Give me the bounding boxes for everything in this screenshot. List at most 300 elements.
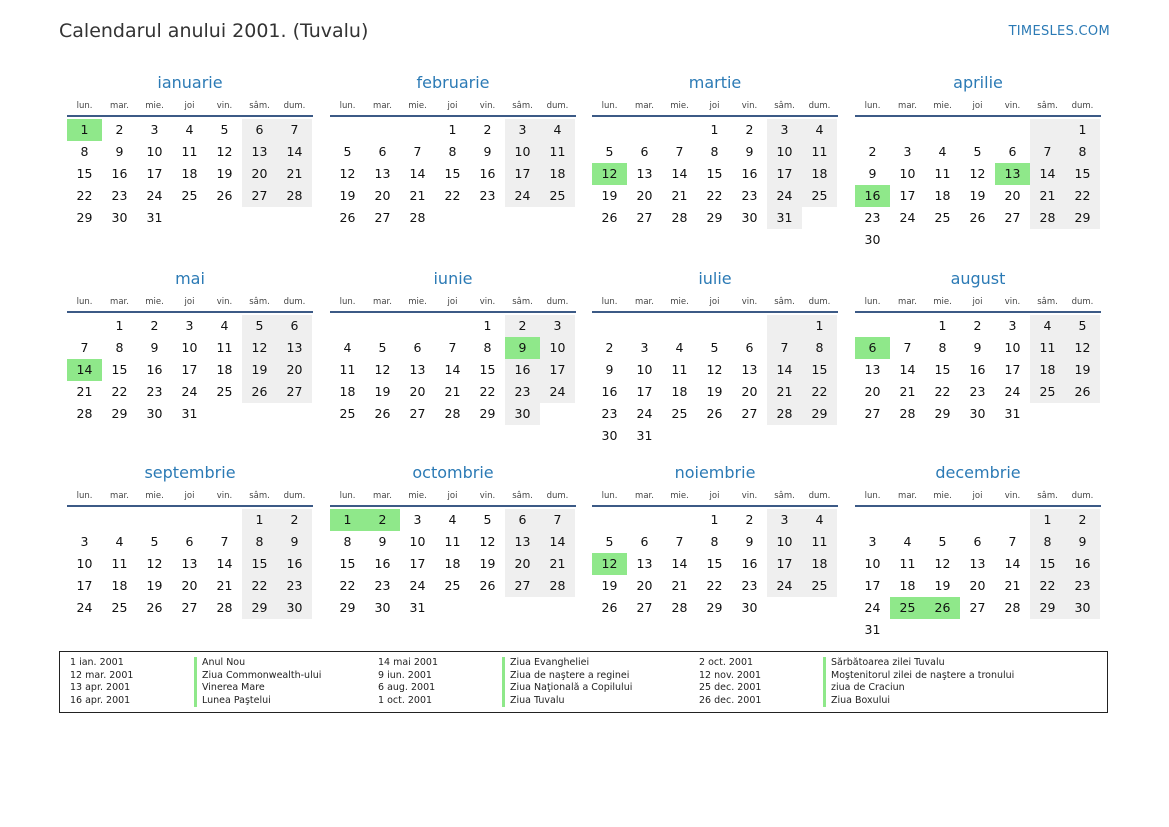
day-cell: 17	[864, 578, 881, 593]
holiday-day-cell: 1	[330, 509, 365, 531]
day-cell: 30	[111, 210, 128, 225]
weekday-header	[67, 296, 313, 313]
day-cell: 10	[636, 362, 653, 377]
day-cell: 7	[448, 340, 457, 355]
day-cell: 4	[903, 534, 912, 549]
day-grid	[855, 119, 1101, 251]
holiday-date: 1 oct. 2001	[378, 694, 433, 706]
weekday-label: vin.	[741, 297, 758, 307]
day-cell: 10	[540, 337, 575, 359]
weekday-label: mar.	[635, 101, 654, 111]
weekday-label: mie.	[145, 101, 164, 111]
site-link[interactable]: TIMESLES.COM	[1008, 24, 1110, 39]
day-cell: 12	[706, 362, 723, 377]
day-cell: 7	[277, 119, 312, 141]
day-cell: 29	[479, 406, 496, 421]
day-cell: 21	[671, 188, 688, 203]
day-cell: 21	[409, 188, 426, 203]
month-octombrie	[330, 462, 576, 619]
day-cell-empty	[592, 315, 627, 337]
day-cell: 21	[540, 553, 575, 575]
weekday-label: sâm.	[249, 491, 270, 501]
day-cell-empty	[435, 315, 470, 337]
day-cell: 14	[540, 531, 575, 553]
weekday-label: mar.	[373, 297, 392, 307]
day-cell: 17	[409, 556, 426, 571]
day-cell: 31	[636, 428, 653, 443]
holiday-row	[378, 682, 632, 695]
day-cell: 23	[111, 188, 128, 203]
day-cell: 12	[216, 144, 233, 159]
day-cell: 6	[505, 509, 540, 531]
day-cell: 2	[505, 315, 540, 337]
day-cell: 28	[1004, 600, 1021, 615]
day-cell: 13	[277, 337, 312, 359]
day-cell: 5	[378, 340, 387, 355]
day-cell: 5	[605, 144, 614, 159]
holiday-row	[699, 695, 1014, 708]
holiday-column	[378, 657, 632, 707]
day-cell: 13	[969, 556, 986, 571]
day-cell: 29	[934, 406, 951, 421]
holiday-row	[70, 657, 321, 670]
day-cell: 8	[483, 340, 492, 355]
day-cell: 2	[973, 318, 982, 333]
weekday-label: dum.	[808, 297, 831, 307]
day-cell: 20	[242, 163, 277, 185]
day-cell: 28	[899, 406, 916, 421]
day-cell: 17	[767, 163, 802, 185]
month-iunie	[330, 268, 576, 425]
day-cell: 26	[216, 188, 233, 203]
weekday-label: mie.	[933, 491, 952, 501]
day-cell: 19	[1065, 359, 1100, 381]
day-cell: 25	[339, 406, 356, 421]
day-cell: 3	[640, 340, 649, 355]
day-cell: 7	[540, 509, 575, 531]
day-cell: 31	[146, 210, 163, 225]
day-cell: 9	[868, 166, 877, 181]
day-cell: 18	[181, 166, 198, 181]
day-grid	[67, 315, 313, 425]
day-cell: 26	[1065, 381, 1100, 403]
day-cell: 9	[277, 531, 312, 553]
day-cell-empty	[137, 509, 172, 531]
day-cell-empty	[697, 315, 732, 337]
day-cell: 8	[242, 531, 277, 553]
day-cell: 10	[864, 556, 881, 571]
day-cell: 11	[216, 340, 233, 355]
day-cell: 10	[899, 166, 916, 181]
day-cell: 22	[76, 188, 93, 203]
holiday-date: 26 dec. 2001	[699, 694, 762, 706]
day-cell: 31	[864, 622, 881, 637]
weekday-label: lun.	[601, 297, 618, 307]
holiday-name: Vinerea Mare	[194, 682, 265, 695]
day-cell: 25	[934, 210, 951, 225]
day-cell: 2	[1065, 509, 1100, 531]
day-cell: 19	[601, 578, 618, 593]
holiday-day-cell: 6	[855, 337, 890, 359]
day-cell-empty	[855, 119, 890, 141]
day-cell: 25	[671, 406, 688, 421]
weekday-label: mar.	[898, 491, 917, 501]
holiday-date: 16 apr. 2001	[70, 694, 131, 706]
day-cell: 27	[374, 210, 391, 225]
day-cell-empty	[67, 315, 102, 337]
day-cell: 3	[868, 534, 877, 549]
weekday-label: vin.	[1004, 491, 1021, 501]
day-cell: 21	[1004, 578, 1021, 593]
day-cell: 9	[483, 144, 492, 159]
day-cell-empty	[732, 315, 767, 337]
weekday-header	[330, 490, 576, 507]
day-cell: 8	[710, 534, 719, 549]
holiday-list	[59, 651, 1108, 713]
day-cell: 17	[636, 384, 653, 399]
holiday-row	[70, 682, 321, 695]
day-cell: 8	[80, 144, 89, 159]
day-cell-empty	[627, 315, 662, 337]
day-cell-empty	[662, 509, 697, 531]
month-name: aprilie	[953, 73, 1003, 92]
day-cell-empty	[995, 509, 1030, 531]
day-cell-empty	[662, 119, 697, 141]
weekday-label: joi	[709, 101, 720, 111]
weekday-label: mie.	[145, 297, 164, 307]
day-cell: 19	[339, 188, 356, 203]
day-cell: 9	[973, 340, 982, 355]
day-cell: 7	[1030, 141, 1065, 163]
weekday-label: joi	[184, 491, 195, 501]
day-cell: 15	[1030, 553, 1065, 575]
weekday-label: lun.	[76, 297, 93, 307]
holiday-day-cell: 13	[995, 163, 1030, 185]
weekday-header	[592, 490, 838, 507]
weekday-label: dum.	[546, 491, 569, 501]
day-cell: 9	[378, 534, 387, 549]
weekday-label: sâm.	[1037, 297, 1058, 307]
day-cell: 15	[802, 359, 837, 381]
day-cell: 6	[973, 534, 982, 549]
month-name: decembrie	[935, 463, 1021, 482]
weekday-header	[592, 296, 838, 313]
day-cell: 10	[146, 144, 163, 159]
day-cell: 23	[374, 578, 391, 593]
day-cell: 20	[409, 384, 426, 399]
day-cell: 21	[277, 163, 312, 185]
day-cell: 12	[1065, 337, 1100, 359]
day-cell: 5	[710, 340, 719, 355]
day-cell: 30	[741, 210, 758, 225]
day-cell: 30	[601, 428, 618, 443]
month-name: octombrie	[412, 463, 494, 482]
day-grid	[67, 119, 313, 229]
day-cell: 23	[741, 578, 758, 593]
day-cell: 18	[216, 362, 233, 377]
day-cell: 7	[767, 337, 802, 359]
day-cell: 28	[444, 406, 461, 421]
day-cell: 19	[934, 578, 951, 593]
day-cell: 3	[540, 315, 575, 337]
day-cell: 19	[146, 578, 163, 593]
holiday-name: ziua de Craciun	[823, 682, 905, 695]
weekday-label: mie.	[408, 297, 427, 307]
weekday-label: sâm.	[512, 101, 533, 111]
day-cell: 19	[601, 188, 618, 203]
day-cell: 29	[802, 403, 837, 425]
weekday-label: joi	[447, 297, 458, 307]
day-cell: 18	[671, 384, 688, 399]
day-cell: 10	[767, 141, 802, 163]
day-cell: 9	[745, 144, 754, 159]
day-cell: 27	[969, 600, 986, 615]
day-cell: 19	[374, 384, 391, 399]
day-cell: 23	[479, 188, 496, 203]
day-cell: 14	[1004, 556, 1021, 571]
day-cell: 7	[903, 340, 912, 355]
weekday-label: joi	[972, 297, 983, 307]
holiday-date: 14 mai 2001	[378, 657, 439, 668]
holiday-date: 12 nov. 2001	[699, 669, 762, 681]
day-cell: 9	[115, 144, 124, 159]
day-cell-empty	[662, 315, 697, 337]
day-cell-empty	[767, 315, 802, 337]
holiday-name: Ziua Tuvalu	[502, 695, 565, 708]
day-cell: 22	[706, 188, 723, 203]
day-grid	[330, 315, 576, 425]
weekday-label: mie.	[145, 491, 164, 501]
day-cell: 7	[80, 340, 89, 355]
holiday-date: 13 apr. 2001	[70, 682, 131, 694]
month-decembrie	[855, 462, 1101, 641]
day-cell: 7	[675, 144, 684, 159]
holiday-row	[699, 657, 1014, 670]
month-august	[855, 268, 1101, 425]
day-cell: 14	[216, 556, 233, 571]
day-cell: 10	[1004, 340, 1021, 355]
day-cell: 12	[934, 556, 951, 571]
day-cell: 9	[1065, 531, 1100, 553]
day-cell: 2	[483, 122, 492, 137]
day-cell: 6	[745, 340, 754, 355]
holiday-row	[699, 670, 1014, 683]
day-grid	[855, 315, 1101, 425]
day-cell: 13	[741, 362, 758, 377]
month-februarie	[330, 72, 576, 229]
day-cell: 22	[802, 381, 837, 403]
holiday-date: 6 aug. 2001	[378, 682, 436, 694]
day-cell: 27	[864, 406, 881, 421]
month-aprilie	[855, 72, 1101, 251]
weekday-header	[855, 100, 1101, 117]
weekday-label: vin.	[741, 491, 758, 501]
day-cell: 12	[479, 534, 496, 549]
weekday-label: dum.	[1071, 101, 1094, 111]
day-cell: 22	[1065, 185, 1100, 207]
day-cell: 24	[409, 578, 426, 593]
day-cell: 15	[706, 556, 723, 571]
month-mai	[67, 268, 313, 425]
day-cell: 15	[444, 166, 461, 181]
day-cell: 28	[409, 210, 426, 225]
day-cell: 30	[864, 232, 881, 247]
day-cell: 30	[741, 600, 758, 615]
day-cell: 26	[601, 210, 618, 225]
day-cell: 26	[601, 600, 618, 615]
weekday-label: dum.	[283, 297, 306, 307]
day-cell: 29	[111, 406, 128, 421]
day-cell: 13	[864, 362, 881, 377]
day-grid	[592, 315, 838, 447]
day-cell: 4	[185, 122, 194, 137]
day-cell: 2	[745, 122, 754, 137]
day-cell: 2	[277, 509, 312, 531]
holiday-day-cell: 1	[67, 119, 102, 141]
day-cell: 14	[409, 166, 426, 181]
day-cell: 26	[479, 578, 496, 593]
weekday-header	[855, 296, 1101, 313]
weekday-label: joi	[972, 491, 983, 501]
holiday-row	[378, 695, 632, 708]
month-name: iunie	[433, 269, 473, 288]
weekday-label: dum.	[808, 491, 831, 501]
day-cell: 22	[444, 188, 461, 203]
day-cell: 3	[903, 144, 912, 159]
day-cell: 1	[448, 122, 457, 137]
day-cell-empty	[627, 509, 662, 531]
weekday-label: dum.	[546, 297, 569, 307]
day-cell-empty	[960, 119, 995, 141]
day-cell: 3	[185, 318, 194, 333]
weekday-label: dum.	[283, 491, 306, 501]
day-cell: 17	[76, 578, 93, 593]
day-cell: 8	[448, 144, 457, 159]
holiday-date: 9 iun. 2001	[378, 669, 432, 681]
day-cell: 1	[242, 509, 277, 531]
day-cell: 28	[1030, 207, 1065, 229]
day-cell: 13	[409, 362, 426, 377]
holiday-day-cell: 12	[592, 163, 627, 185]
day-cell: 27	[741, 406, 758, 421]
day-cell: 4	[1030, 315, 1065, 337]
day-cell-empty	[855, 315, 890, 337]
day-cell: 7	[220, 534, 229, 549]
day-cell: 11	[671, 362, 688, 377]
day-cell: 16	[969, 362, 986, 377]
weekday-header	[330, 100, 576, 117]
weekday-label: sâm.	[774, 491, 795, 501]
day-cell: 21	[76, 384, 93, 399]
day-cell: 28	[671, 600, 688, 615]
day-cell: 2	[115, 122, 124, 137]
day-cell: 14	[1030, 163, 1065, 185]
day-cell: 16	[374, 556, 391, 571]
day-cell-empty	[592, 119, 627, 141]
day-cell: 22	[242, 575, 277, 597]
weekday-label: mie.	[670, 297, 689, 307]
day-cell: 21	[671, 578, 688, 593]
holiday-name: Anul Nou	[194, 657, 245, 670]
day-cell: 8	[115, 340, 124, 355]
day-cell: 16	[601, 384, 618, 399]
weekday-label: sâm.	[249, 101, 270, 111]
day-cell: 3	[1008, 318, 1017, 333]
day-cell-empty	[172, 509, 207, 531]
day-cell: 21	[767, 381, 802, 403]
holiday-date: 2 oct. 2001	[699, 657, 754, 668]
day-cell: 26	[969, 210, 986, 225]
weekday-label: vin.	[741, 101, 758, 111]
day-cell: 22	[339, 578, 356, 593]
day-cell: 30	[374, 600, 391, 615]
day-cell: 20	[1004, 188, 1021, 203]
month-name: noiembrie	[674, 463, 756, 482]
weekday-label: lun.	[864, 297, 881, 307]
day-cell: 14	[899, 362, 916, 377]
day-cell: 25	[540, 185, 575, 207]
day-cell: 6	[413, 340, 422, 355]
day-cell: 31	[181, 406, 198, 421]
day-cell: 26	[242, 381, 277, 403]
weekday-header	[67, 100, 313, 117]
day-cell: 22	[934, 384, 951, 399]
day-cell: 24	[864, 600, 881, 615]
day-cell: 15	[1065, 163, 1100, 185]
day-cell: 1	[802, 315, 837, 337]
day-cell: 21	[216, 578, 233, 593]
day-cell: 6	[640, 534, 649, 549]
day-cell: 13	[636, 166, 653, 181]
day-grid	[592, 509, 838, 619]
day-cell: 15	[339, 556, 356, 571]
weekday-label: vin.	[216, 491, 233, 501]
day-cell: 5	[973, 144, 982, 159]
day-cell: 3	[767, 509, 802, 531]
weekday-header	[592, 100, 838, 117]
day-cell: 24	[899, 210, 916, 225]
day-cell: 4	[802, 119, 837, 141]
day-cell: 27	[505, 575, 540, 597]
weekday-label: mar.	[635, 491, 654, 501]
weekday-label: lun.	[339, 297, 356, 307]
weekday-label: sâm.	[249, 297, 270, 307]
day-cell: 5	[605, 534, 614, 549]
holiday-row	[70, 670, 321, 683]
day-cell: 4	[938, 144, 947, 159]
day-cell: 17	[899, 188, 916, 203]
day-grid	[330, 509, 576, 619]
day-cell: 29	[706, 210, 723, 225]
day-cell: 16	[111, 166, 128, 181]
day-grid	[855, 509, 1101, 641]
day-cell: 24	[505, 185, 540, 207]
day-cell: 27	[242, 185, 277, 207]
weekday-label: mie.	[670, 101, 689, 111]
day-cell: 8	[802, 337, 837, 359]
day-cell: 21	[1030, 185, 1065, 207]
day-cell: 19	[706, 384, 723, 399]
weekday-label: mie.	[933, 297, 952, 307]
holiday-day-cell: 26	[925, 597, 960, 619]
day-cell: 8	[343, 534, 352, 549]
day-cell: 24	[146, 188, 163, 203]
day-cell: 10	[767, 531, 802, 553]
day-cell-empty	[102, 509, 137, 531]
day-cell: 23	[864, 210, 881, 225]
weekday-label: mar.	[110, 491, 129, 501]
day-cell: 5	[1065, 315, 1100, 337]
